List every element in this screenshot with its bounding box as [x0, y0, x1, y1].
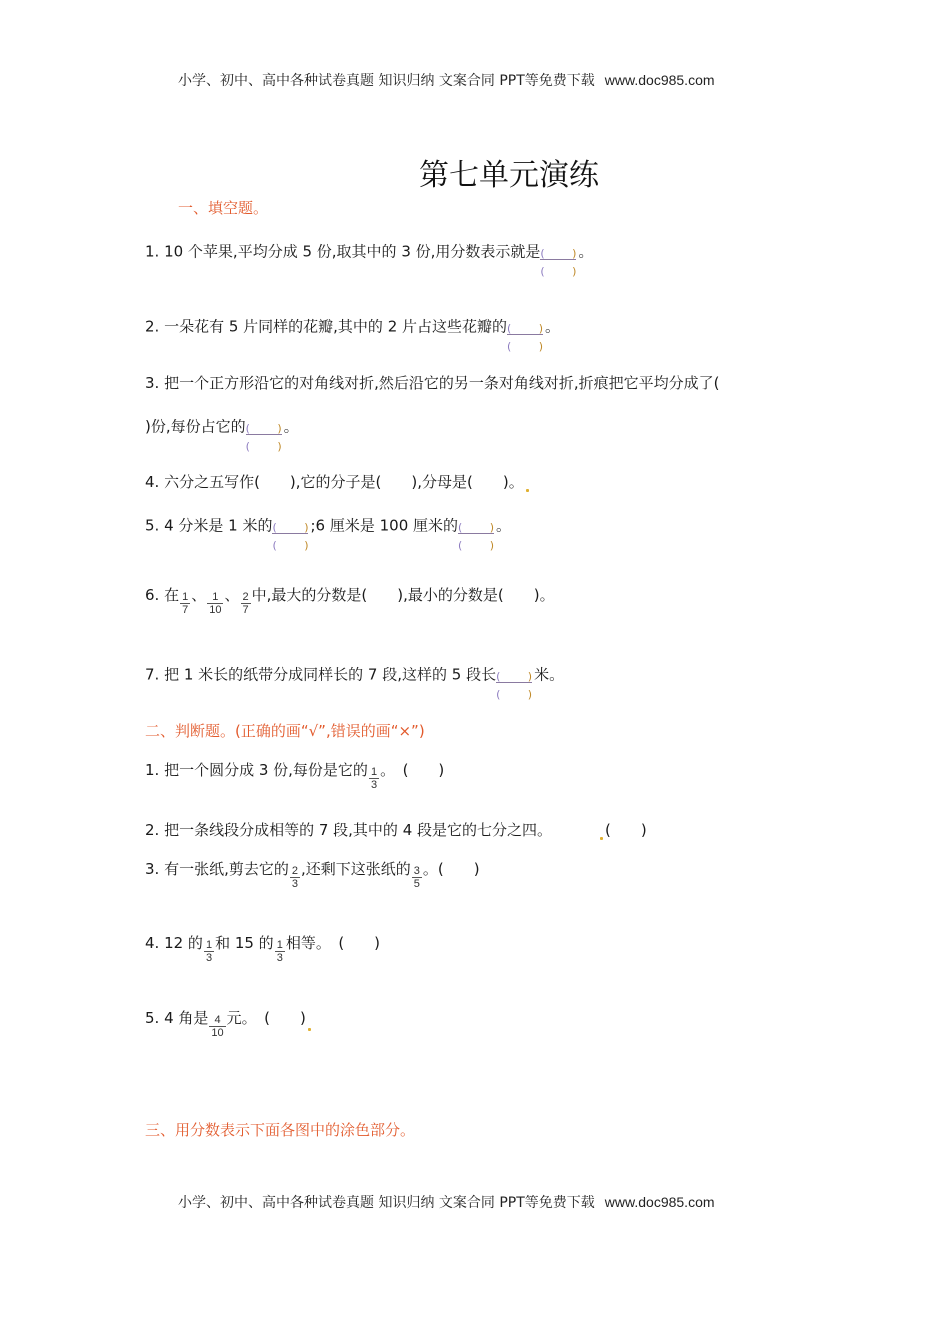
fraction: $\frac{1}{3}$ — [205, 939, 213, 964]
question-1-7: 7. 把 1 米长的纸带分成同样长的 7 段,这样的 5 段长 ( ) ( ) 米。 — [145, 658, 564, 692]
section1-heading: 一、填空题。 — [178, 199, 269, 217]
banner-text: 小学、初中、高中各种试卷真题 知识归纳 文案合同 PPT等免费下载 — [178, 73, 595, 89]
header-banner — [178, 70, 715, 90]
fraction: $\frac{2}{3}$ — [291, 865, 298, 890]
fraction: $\frac{4}{10}$ — [211, 1014, 224, 1039]
fraction-blank[interactable]: ( ) ( ) — [272, 521, 309, 552]
section2-heading: 二、判断题。(正确的画“√”,错误的画“×”) — [145, 722, 425, 740]
footer-banner — [178, 1192, 715, 1212]
fraction-blank[interactable]: ( ) ( ) — [458, 521, 495, 552]
decoration-dot — [308, 1028, 311, 1031]
fraction: $\frac{2}{7}$ — [242, 591, 249, 616]
fraction-blank[interactable]: ( ) ( ) — [507, 322, 544, 353]
section3-heading: 三、用分数表示下面各图中的涂色部分。 — [145, 1121, 416, 1139]
fraction-blank[interactable]: ( ) ( ) — [496, 670, 533, 701]
question-1-3-line1: 3. 把一个正方形沿它的对角线对折,然后沿它的另一条对角线对折,折痕把它平均分成了( — [145, 374, 720, 392]
decoration-dot — [526, 489, 529, 492]
fraction-blank[interactable]: ( ) ( ) — [245, 422, 282, 453]
question-2-5: 5. 4 角是 $\frac{4}{10}$ 元。 ( ) — [145, 1006, 313, 1031]
question-1-2: 2. 一朵花有 5 片同样的花瓣,其中的 2 片占这些花瓣的 ( ) ( ) 。 — [145, 310, 560, 344]
page-title: 第七单元演练 — [419, 158, 599, 193]
question-2-2: 2. 把一条线段分成相等的 7 段,其中的 4 段是它的七分之四。 ( ) — [145, 821, 647, 839]
decoration-dot — [600, 837, 603, 840]
banner-site: www.doc985.com — [604, 72, 715, 88]
question-2-3: 3. 有一张纸,剪去它的 $\frac{2}{3}$ ,还剩下这张纸的 $\frac{3}{5}$ 。( ) — [145, 860, 480, 890]
fraction: $\frac{1}{7}$ — [182, 591, 189, 616]
footer-site: www.doc985.com — [604, 1194, 715, 1210]
question-1-6: 6. 在 $\frac{1}{7}$ 、 $\frac{1}{10}$ 、 $\frac{2}{7}$ 中,最大的分数是( ),最小的分数是( )。 — [145, 586, 555, 616]
fraction-blank[interactable]: ( ) ( ) — [540, 247, 577, 278]
fraction: $\frac{3}{5}$ — [413, 865, 420, 890]
fraction: $\frac{1}{3}$ — [276, 939, 283, 964]
fraction: $\frac{1}{10}$ — [209, 591, 222, 616]
question-1-1: 1. 10 个苹果,平均分成 5 份,取其中的 3 份,用分数表示就是 ( ) ( ) 。 — [145, 235, 593, 269]
question-2-4: 4. 12 的 $\frac{1}{3}$ 和 15 的 $\frac{1}{3}$ 相等。 ( ) — [145, 934, 381, 964]
question-1-4: 4. 六分之五写作( ),它的分子是( ),分母是( )。 — [145, 471, 531, 492]
question-2-1: 1. 把一个圆分成 3 份,每份是它的 $\frac{1}{3}$ 。 ( ) — [145, 761, 445, 791]
footer-text: 小学、初中、高中各种试卷真题 知识归纳 文案合同 PPT等免费下载 — [178, 1195, 595, 1211]
question-1-5: 5. 4 分米是 1 米的 ( ) ( ) ;6 厘米是 100 厘米的 ( ) ( ) 。 — [145, 509, 511, 543]
fraction: $\frac{1}{3}$ — [370, 766, 378, 791]
question-1-3-line2: )份,每份占它的 ( ) ( ) 。 — [145, 410, 299, 444]
